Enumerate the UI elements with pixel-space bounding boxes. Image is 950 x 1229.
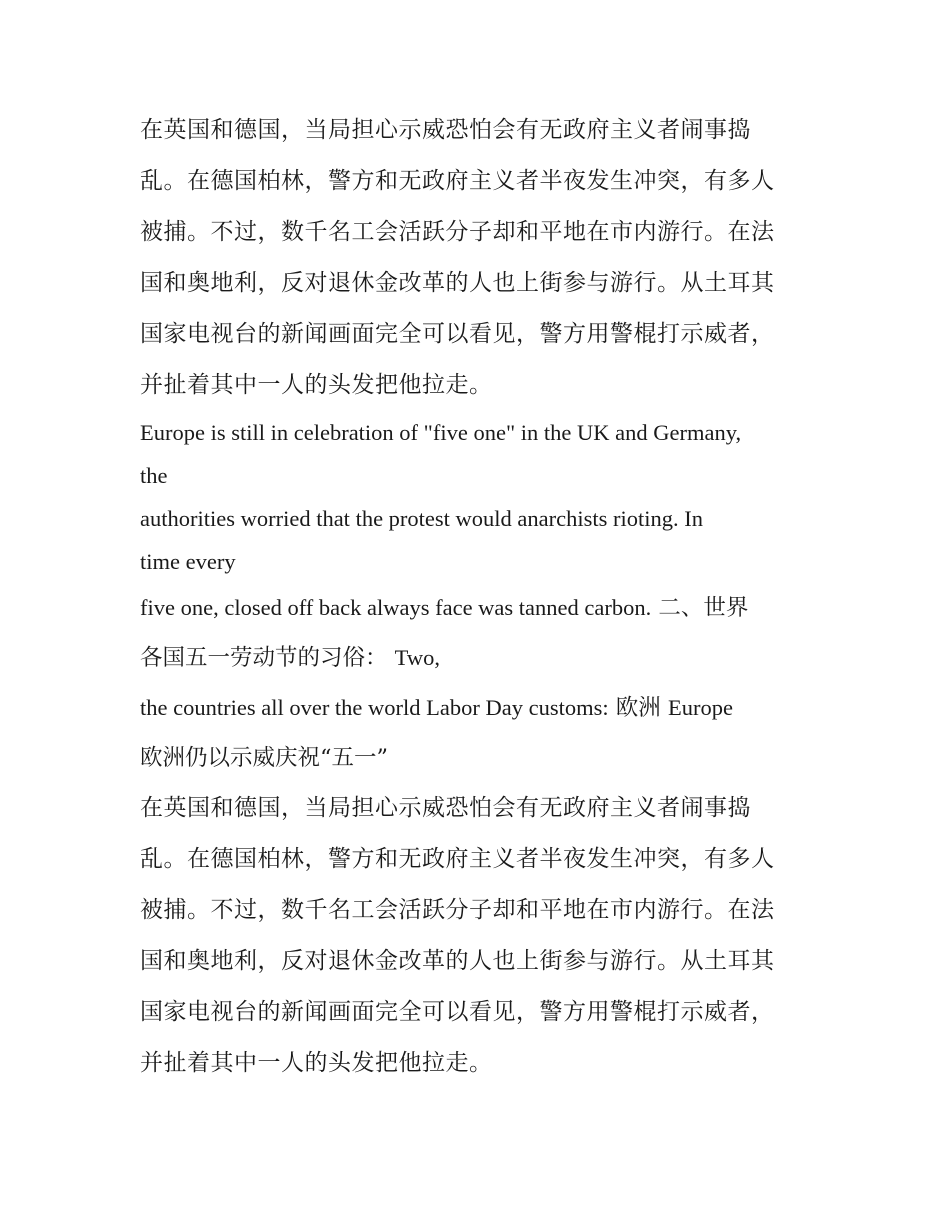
text-line: 国和奥地利，反对退休金改革的人也上街参与游行。从土耳其 bbox=[140, 270, 775, 296]
text-line: 被捕。不过，数千名工会活跃分子却和平地在市内游行。在法 bbox=[140, 219, 775, 245]
text-span-en: Europe bbox=[667, 695, 733, 720]
text-span-zh: 各国五一劳动节的习俗： bbox=[140, 645, 388, 671]
text-line: Europe is still in celebration of "five one" in the UK and Germany, bbox=[140, 420, 742, 445]
text-line: 乱。在德国柏林，警方和无政府主义者半夜发生冲突，有多人 bbox=[140, 168, 775, 194]
text-line: 乱。在德国柏林，警方和无政府主义者半夜发生冲突，有多人 bbox=[140, 846, 775, 872]
text-line: 国和奥地利，反对退休金改革的人也上街参与游行。从土耳其 bbox=[140, 948, 775, 974]
paragraph-chinese-2 bbox=[140, 783, 820, 1089]
text-line: time every bbox=[140, 549, 236, 574]
text-line: 在英国和德国，当局担心示威恐怕会有无政府主义者闹事捣 bbox=[140, 117, 751, 143]
text-line: 被捕。不过，数千名工会活跃分子却和平地在市内游行。在法 bbox=[140, 897, 775, 923]
text-line: authorities worried that the protest would anarchists rioting. In bbox=[140, 506, 703, 531]
paragraph-mixed bbox=[140, 583, 820, 783]
text-line bbox=[140, 633, 820, 683]
paragraph-english-1 bbox=[140, 411, 820, 583]
text-line bbox=[140, 583, 820, 633]
text-line bbox=[140, 683, 820, 733]
text-line: the bbox=[140, 463, 168, 488]
text-span-en: five one, closed off back always face was tanned carbon. bbox=[140, 595, 652, 620]
text-line: 并扯着其中一人的头发把他拉走。 bbox=[140, 372, 493, 398]
text-line: 国家电视台的新闻画面完全可以看见，警方用警棍打示威者， bbox=[140, 321, 775, 347]
text-span-zh: 欧洲 bbox=[615, 695, 661, 721]
paragraph-chinese-1 bbox=[140, 105, 820, 411]
text-line: 欧洲仍以示威庆祝“五一” bbox=[140, 745, 389, 771]
text-span-en: Two, bbox=[394, 645, 440, 670]
text-line: 并扯着其中一人的头发把他拉走。 bbox=[140, 1050, 493, 1076]
text-span-en: the countries all over the world Labor Day customs: bbox=[140, 695, 609, 720]
text-line: 国家电视台的新闻画面完全可以看见，警方用警棍打示威者， bbox=[140, 999, 775, 1025]
text-span-zh: 二、世界 bbox=[658, 595, 749, 621]
document-body bbox=[140, 105, 820, 1089]
text-line: 在英国和德国，当局担心示威恐怕会有无政府主义者闹事捣 bbox=[140, 795, 751, 821]
